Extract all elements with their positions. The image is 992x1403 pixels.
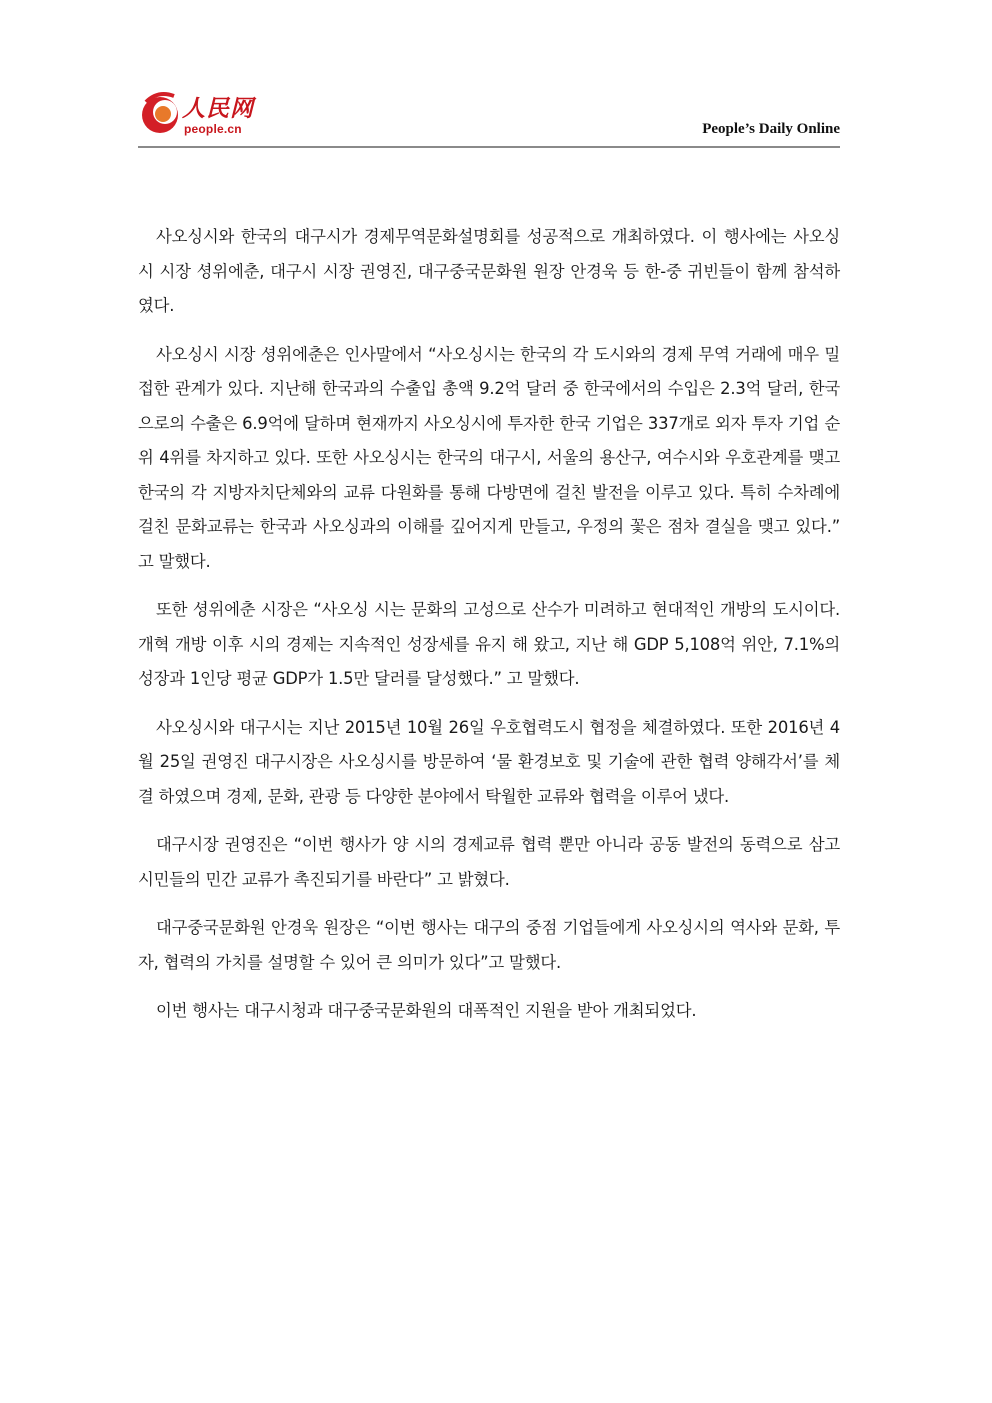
article-paragraph: 대구시장 권영진은 “이번 행사가 양 시의 경제교류 협력 뿐만 아니라 공동 발전의 동력으로 삼고 시민들의 민간 교류가 촉진되기를 바란다” 고 밝혔다. xyxy=(138,835,840,889)
logo-swirl-icon xyxy=(138,88,184,138)
article-body xyxy=(138,220,840,1043)
article-paragraph: 대구중국문화원 안경욱 원장은 “이번 행사는 대구의 중점 기업들에게 사오싱시의 역사와 문화, 투자, 협력의 가치를 설명할 수 있어 큰 의미가 있다”고 말했다. xyxy=(138,918,840,972)
article-paragraph: 사오싱시 시장 셩위에춘은 인사말에서 “사오싱시는 한국의 각 도시와의 경제 무역 거래에 매우 밀접한 관계가 있다. 지난해 한국과의 수출입 총액 9.2억 달러 중 한국에서의 수입은 2.3억 달러, 한국으로의 수출은 6.9억에 달하며 현재까지 사오싱시에 투자한 한국 기업은 337개로 외자 투자 기업 순위 4위를 차지하고 있다. 또한 사오싱시는 한국의 대구시, 서울의 용산구, 여수시와 우호관계를 맺고 한국의 각 지방자치단체와의 교류 다원화를 통해 다방면에 걸친 발전을 이루고 있다. 특히 수차례에 걸친 문화교류는 한국과 사오싱과의 이해를 깊어지게 만들고, 우정의 꽃은 점차 결실을 맺고 있다.” 고 말했다. xyxy=(138,344,840,571)
article-paragraph: 또한 셩위에춘 시장은 “사오싱 시는 문화의 고성으로 산수가 미려하고 현대적인 개방의 도시이다. 개혁 개방 이후 시의 경제는 지속적인 성장세를 유지 해 왔고, 지난 해 GDP 5,108억 위안, 7.1%의 성장과 1인당 평균 GDP가 1.5만 달러를 달성했다.” 고 말했다. xyxy=(138,600,840,688)
people-daily-logo[interactable] xyxy=(138,88,278,142)
page-header xyxy=(138,88,840,148)
article-paragraph: 이번 행사는 대구시청과 대구중국문화원의 대폭적인 지원을 받아 개최되었다. xyxy=(156,1001,697,1020)
article-paragraph: 사오싱시와 대구시는 지난 2015년 10월 26일 우호협력도시 협정을 체결하였다. 또한 2016년 4월 25일 권영진 대구시장은 사오싱시를 방문하여 ‘물 환경보호 및 기술에 관한 협력 양해각서’를 체결 하였으며 경제, 문화, 관광 등 다양한 분야에서 탁월한 교류와 협력을 이루어 냈다. xyxy=(138,717,840,806)
site-name: People’s Daily Online xyxy=(702,121,840,137)
logo-site-url: people.cn xyxy=(184,122,242,136)
logo-wordmark: 人民网 xyxy=(182,95,254,122)
article-paragraph: 사오싱시와 한국의 대구시가 경제무역문화설명회를 성공적으로 개최하였다. 이 행사에는 사오싱시 시장 셩위에춘, 대구시 시장 권영진, 대구중국문화원 원장 안경욱 등 한-중 귀빈들이 함께 참석하였다. xyxy=(138,227,840,315)
